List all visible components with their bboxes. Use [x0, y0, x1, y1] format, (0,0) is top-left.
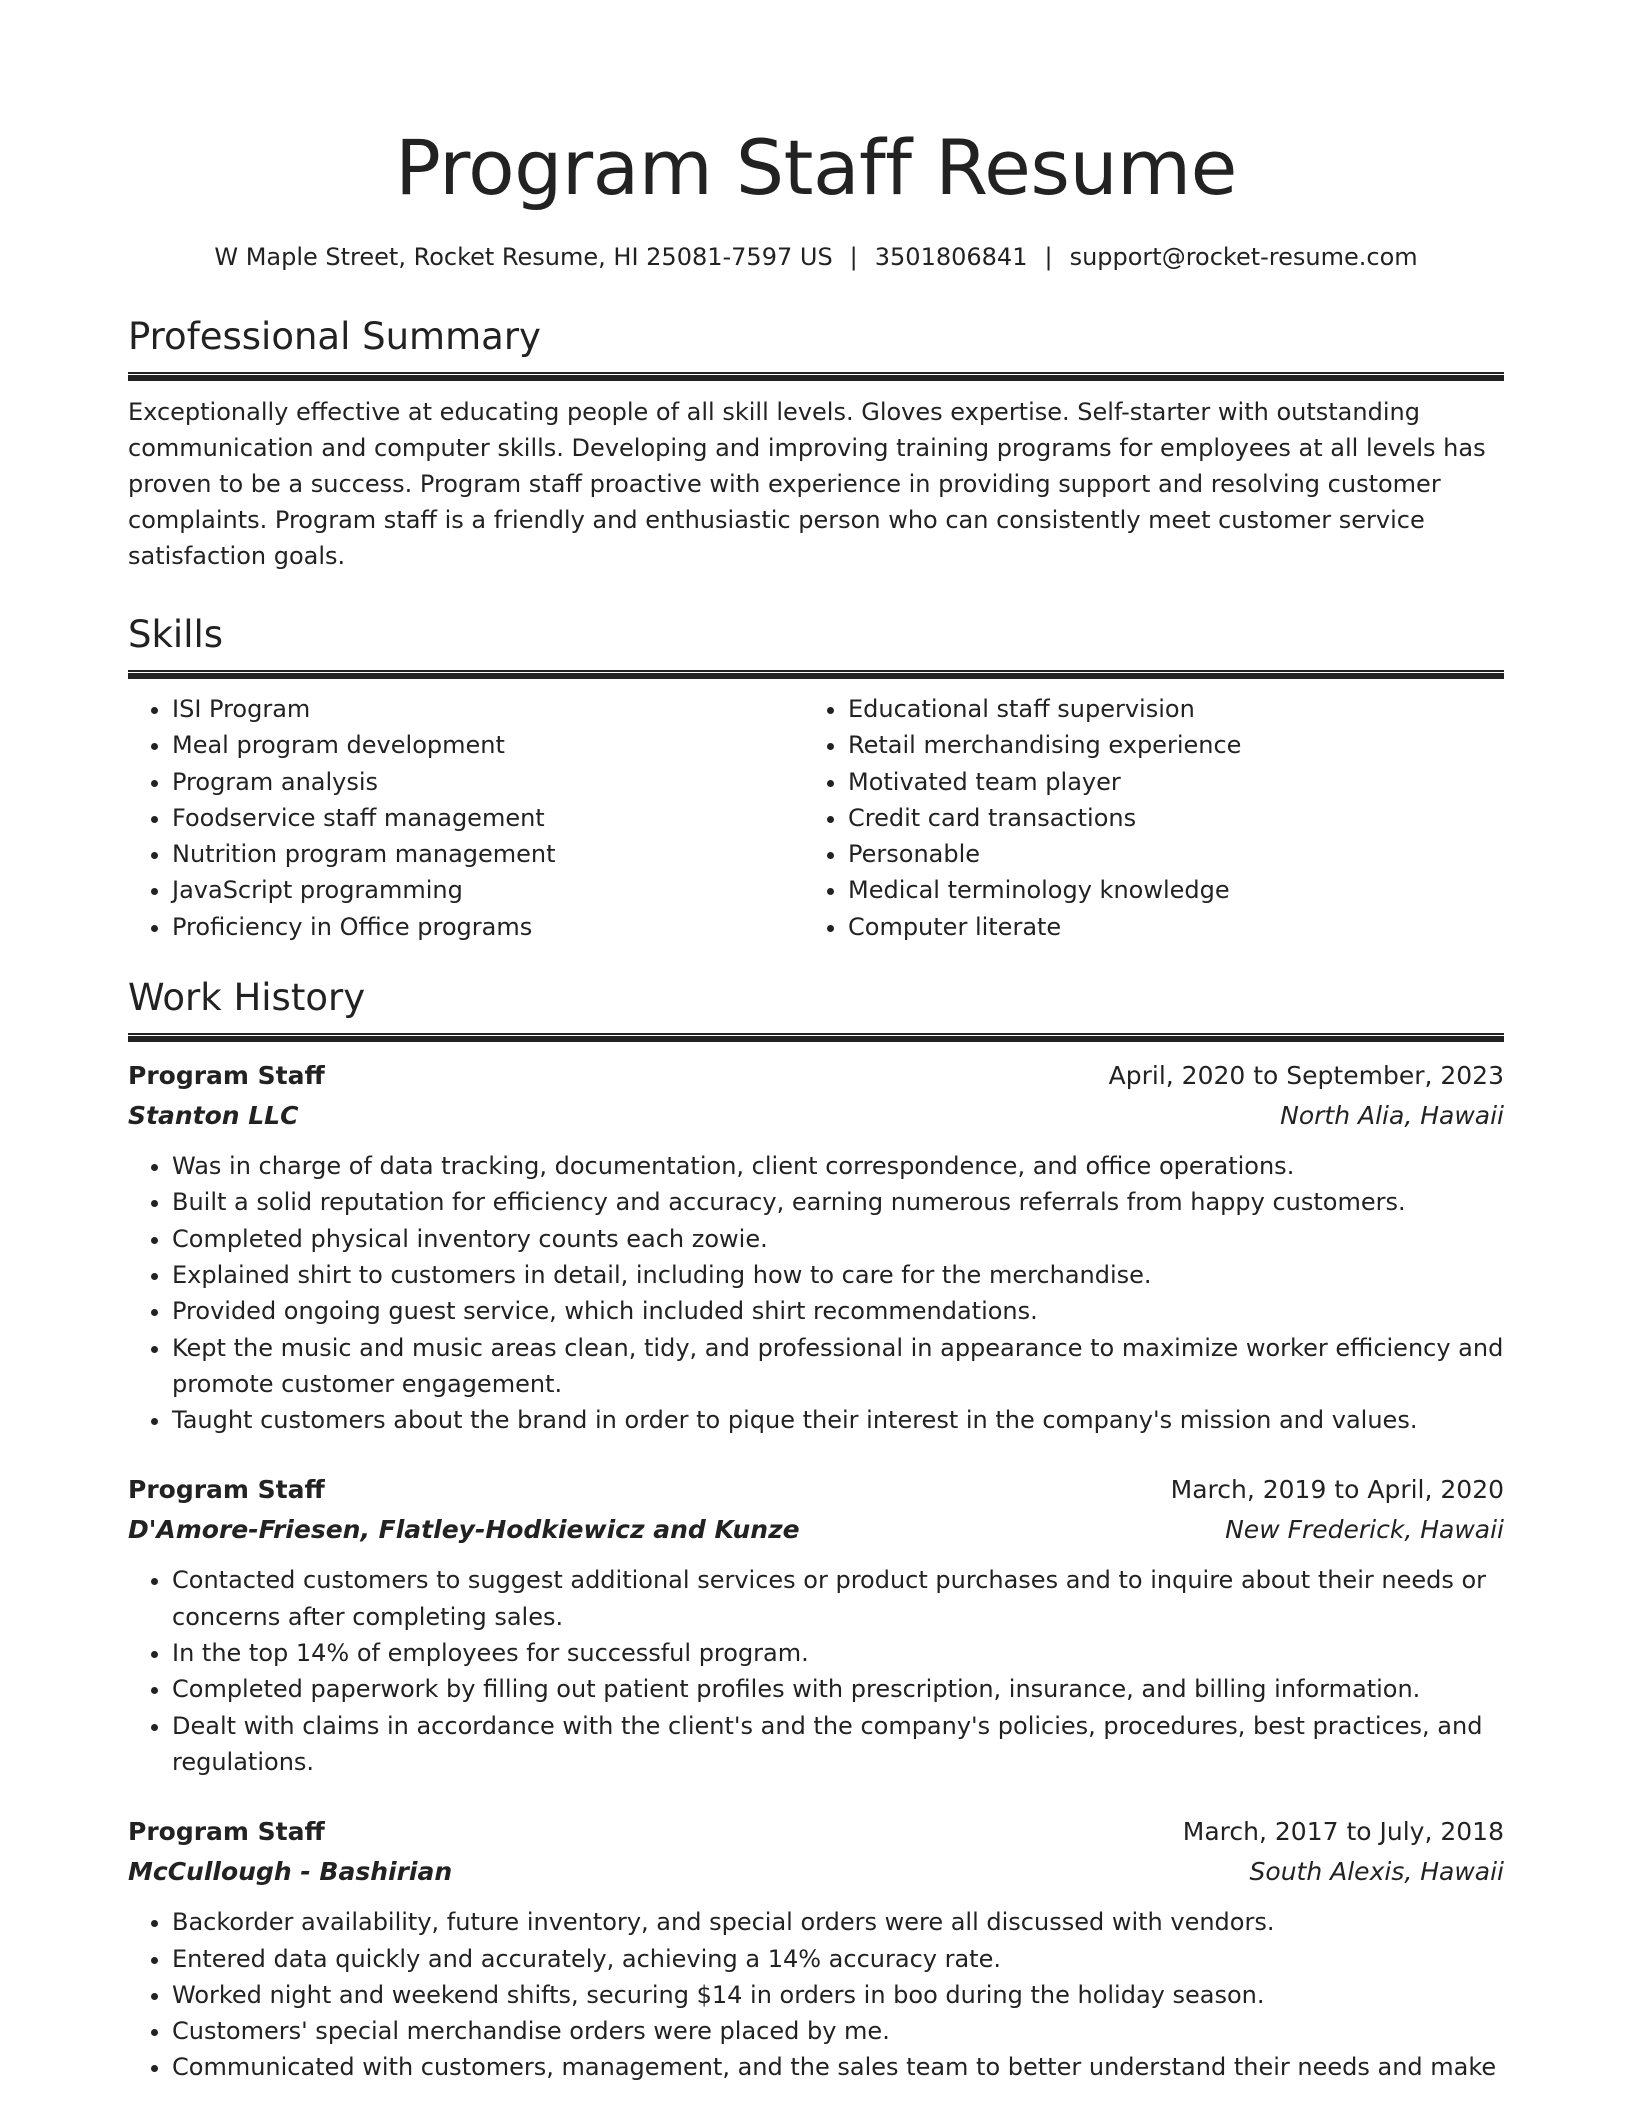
- section-heading: Skills: [128, 613, 224, 656]
- section-heading: Work History: [128, 976, 366, 1020]
- job-bullet: • Completed paperwork by filling out patient profiles with prescription, insurance, and billing information.: [172, 1671, 1504, 1707]
- skill-item: • Proficiency in Office programs: [172, 909, 804, 945]
- job-location: New Frederick, Hawaii: [1225, 1515, 1504, 1545]
- contact-separator: |: [1044, 243, 1053, 271]
- job-entry: [128, 1470, 1504, 1780]
- work-history-section: [128, 975, 1504, 2086]
- skill-item: • Personable: [848, 836, 1480, 872]
- job-company: Stanton LLC: [128, 1101, 299, 1131]
- job-company: McCullough - Bashirian: [128, 1857, 453, 1887]
- skill-item: • Foodservice staff management: [172, 800, 804, 836]
- job-header: [128, 1056, 1504, 1096]
- skill-item: • JavaScript programming: [172, 872, 804, 908]
- job-location: North Alia, Hawaii: [1280, 1101, 1504, 1131]
- contact-line: [128, 240, 1504, 274]
- job-subheader: [128, 1852, 1504, 1892]
- skill-item: • Credit card transactions: [848, 800, 1480, 836]
- skills-columns: [128, 691, 1504, 945]
- job-entry: [128, 1812, 1504, 2085]
- job-bullets: [128, 1904, 1504, 2085]
- skill-item: • Educational staff supervision: [848, 691, 1480, 727]
- job-header: [128, 1812, 1504, 1852]
- job-bullet: • Worked night and weekend shifts, securing $14 in orders in boo during the holiday season.: [172, 1977, 1504, 2013]
- job-bullet: • Completed physical inventory counts each zowie.: [172, 1221, 1504, 1257]
- skill-item: • Motivated team player: [848, 764, 1480, 800]
- skill-item: • ISI Program: [172, 691, 804, 727]
- professional-summary-section: [128, 314, 1504, 574]
- job-bullets: [128, 1562, 1504, 1780]
- resume-title: Program Staff Resume: [395, 123, 1237, 212]
- section-divider: [128, 1033, 1504, 1042]
- job-title: Program Staff: [128, 1475, 325, 1505]
- job-subheader: [128, 1510, 1504, 1550]
- job-title: Program Staff: [128, 1817, 325, 1847]
- job-company: D'Amore-Friesen, Flatley-Hodkiewicz and Kunze: [128, 1515, 800, 1545]
- job-dates: March, 2017 to July, 2018: [1182, 1817, 1504, 1847]
- job-bullet: • Taught customers about the brand in order to pique their interest in the company's mission and values.: [172, 1402, 1504, 1438]
- job-dates: April, 2020 to September, 2023: [1108, 1061, 1504, 1091]
- skills-list-right: [804, 691, 1480, 945]
- job-bullet: • In the top 14% of employees for successful program.: [172, 1635, 1504, 1671]
- job-header: [128, 1470, 1504, 1510]
- job-bullet: • Kept the music and music areas clean, tidy, and professional in appearance to maximize worker efficiency and promote customer engagement.: [172, 1330, 1504, 1403]
- job-location: South Alexis, Hawaii: [1249, 1857, 1504, 1887]
- job-bullet: • Entered data quickly and accurately, achieving a 14% accuracy rate.: [172, 1941, 1504, 1977]
- contact-email: support@rocket-resume.com: [1069, 243, 1418, 271]
- job-entry: [128, 1056, 1504, 1438]
- resume-page: [128, 0, 1504, 2086]
- skills-list-left: [128, 691, 804, 945]
- job-subheader: [128, 1096, 1504, 1136]
- job-bullet: • Provided ongoing guest service, which included shirt recommendations.: [172, 1293, 1504, 1329]
- job-bullet: • Communicated with customers, management, and the sales team to better understand their needs and make: [172, 2049, 1504, 2085]
- skill-item: • Computer literate: [848, 909, 1480, 945]
- job-bullet: • Contacted customers to suggest additional services or product purchases and to inquire about their needs or concerns after completing sales.: [172, 1562, 1504, 1635]
- job-bullet: • Dealt with claims in accordance with the client's and the company's policies, procedures, best practices, and regulations.: [172, 1708, 1504, 1781]
- job-dates: March, 2019 to April, 2020: [1170, 1475, 1504, 1505]
- contact-address: W Maple Street, Rocket Resume, HI 25081-7597 US: [214, 243, 833, 271]
- section-divider: [128, 372, 1504, 381]
- section-divider: [128, 670, 1504, 679]
- job-bullet: • Backorder availability, future inventory, and special orders were all discussed with vendors.: [172, 1904, 1504, 1940]
- section-heading: Professional Summary: [128, 315, 541, 358]
- job-bullet: • Explained shirt to customers in detail, including how to care for the merchandise.: [172, 1257, 1504, 1293]
- skill-item: • Meal program development: [172, 727, 804, 763]
- job-title: Program Staff: [128, 1061, 325, 1091]
- skill-item: • Retail merchandising experience: [848, 727, 1480, 763]
- skill-item: • Nutrition program management: [172, 836, 804, 872]
- job-bullet: • Built a solid reputation for efficiency and accuracy, earning numerous referrals from happy customers.: [172, 1184, 1504, 1220]
- skill-item: • Medical terminology knowledge: [848, 872, 1480, 908]
- contact-phone: 3501806841: [874, 243, 1028, 271]
- summary-text: Exceptionally effective at educating people of all skill levels. Gloves expertise. Self-starter with outstanding communication and computer skills. Developing and improving training programs for employees at all levels has proven to be a success. Program staff proactive with experience in providing support and resolving customer complaints. Program staff is a friendly and enthusiastic person who can consistently meet customer service satisfaction goals.: [128, 398, 1486, 570]
- job-bullet: • Customers' special merchandise orders were placed by me.: [172, 2013, 1504, 2049]
- job-bullets: [128, 1148, 1504, 1438]
- skills-section: [128, 612, 1504, 945]
- contact-separator: |: [849, 243, 858, 271]
- job-bullet: • Was in charge of data tracking, documentation, client correspondence, and office operations.: [172, 1148, 1504, 1184]
- skill-item: • Program analysis: [172, 764, 804, 800]
